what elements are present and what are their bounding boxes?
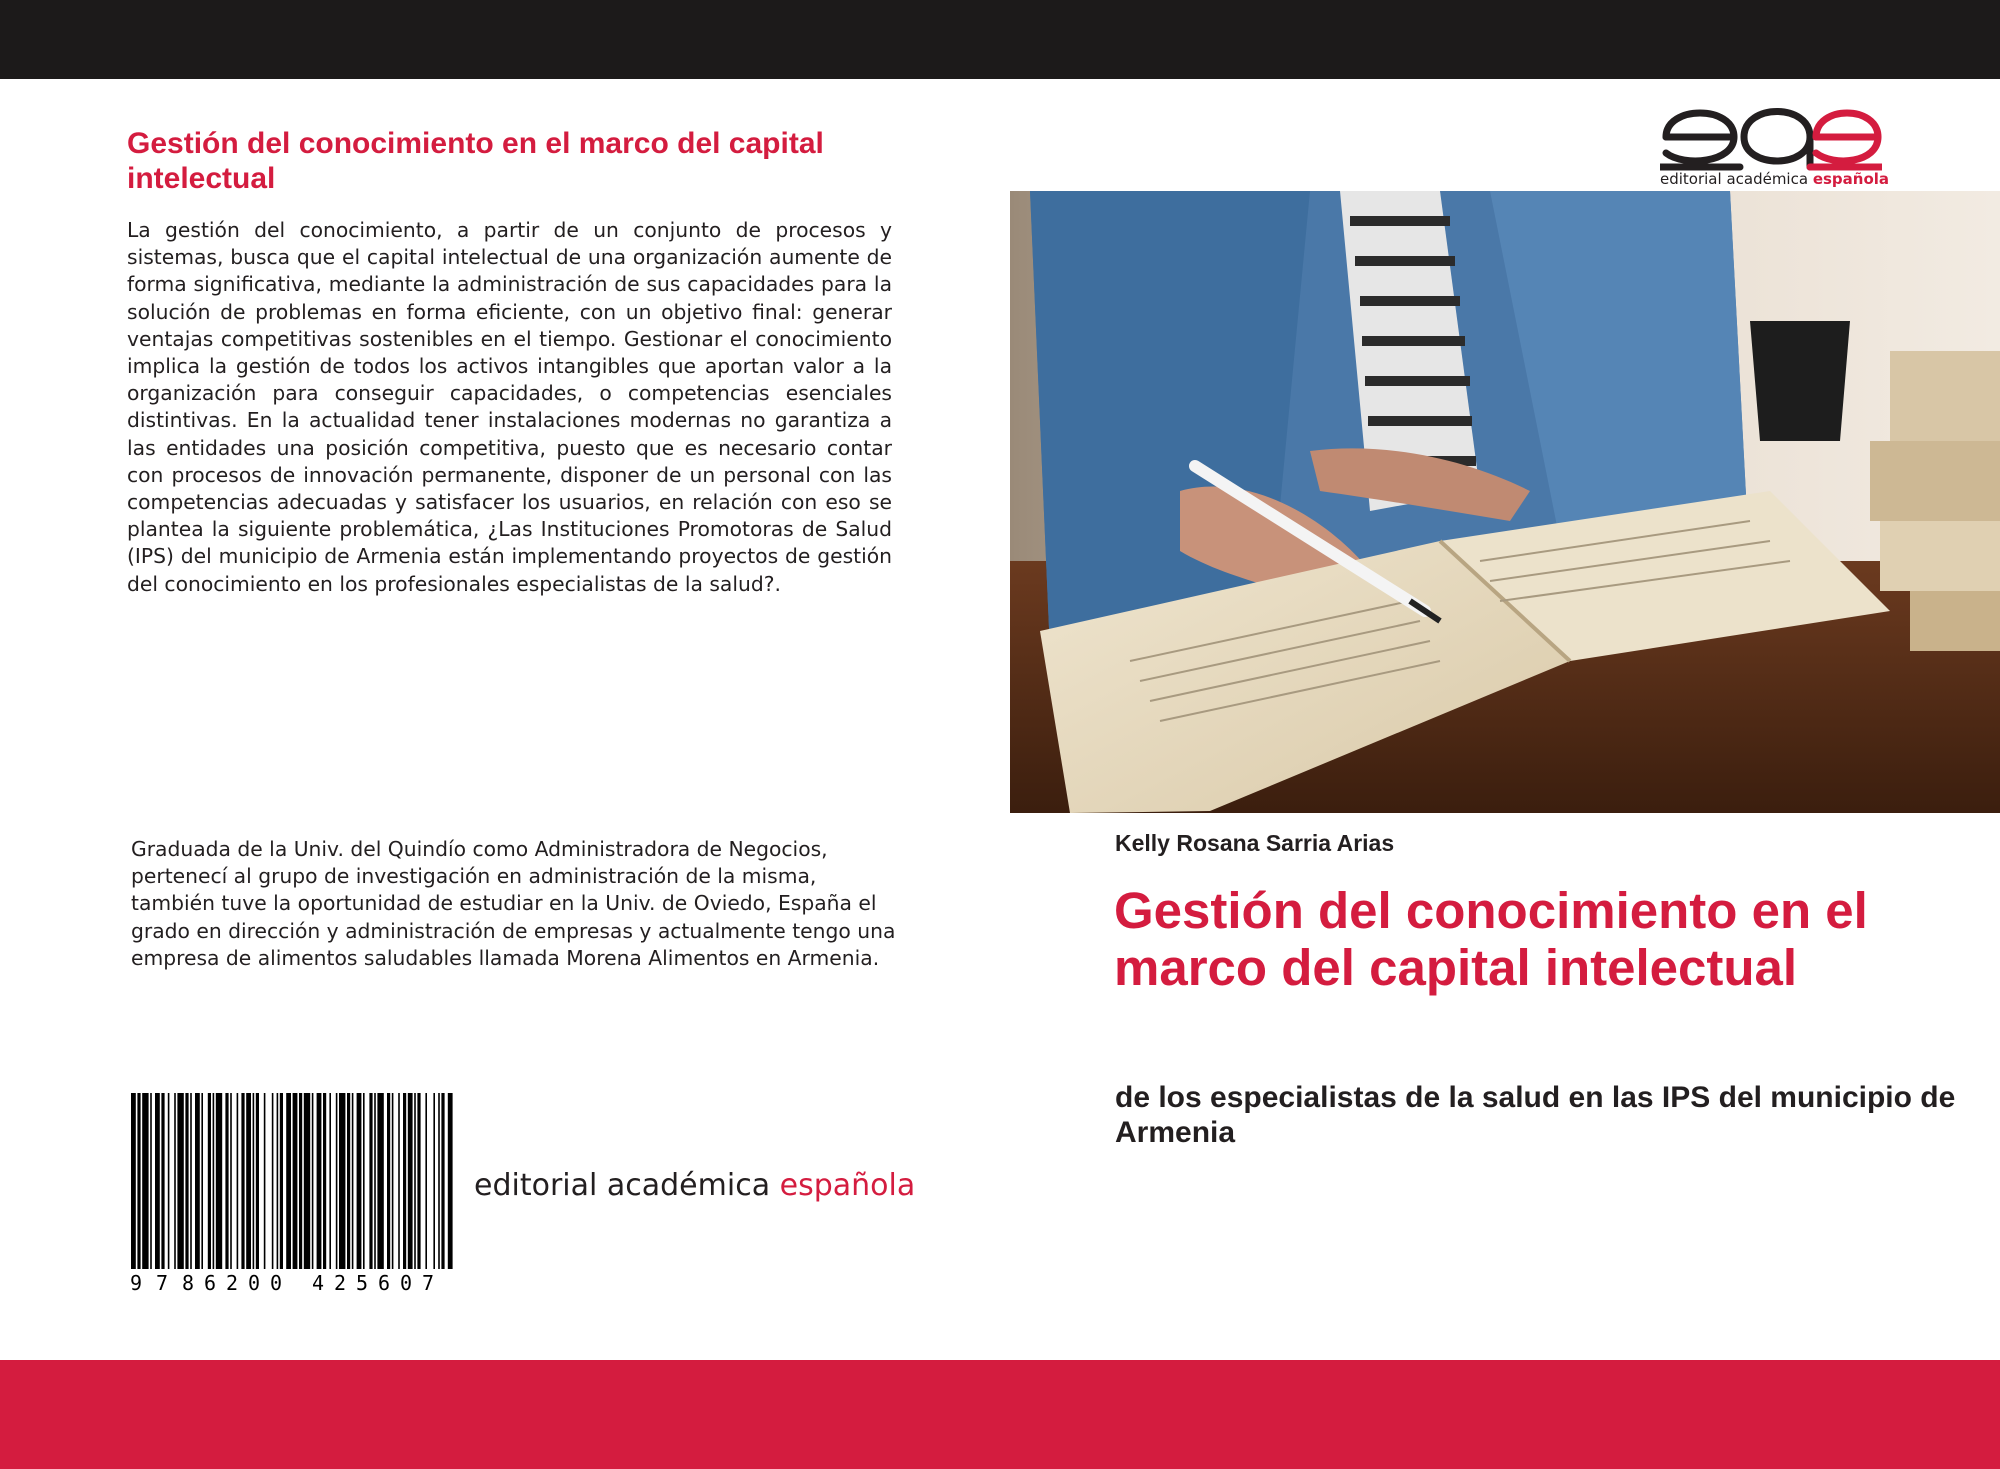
publisher-name-accent: española: [779, 1168, 916, 1203]
publisher-wordmark: [474, 1168, 915, 1203]
svg-text:2: 2: [334, 1271, 347, 1293]
svg-text:0: 0: [400, 1271, 413, 1293]
svg-text:0: 0: [248, 1271, 261, 1293]
svg-text:5: 5: [356, 1271, 369, 1293]
author-biography: Graduada de la Univ. del Quindío como Administradora de Negocios, pertenecí al grupo de investigación en administración de la misma, también tuve la oportunidad de estudiar en la Univ. de Oviedo, España el grado en dirección y administración de empresas y actualmente tengo una empresa de alimentos saludables llamada Morena Alimentos en Armenia.: [131, 837, 896, 970]
top-band: [0, 0, 2000, 79]
svg-text:9: 9: [130, 1271, 143, 1293]
publisher-name: editorial académica: [474, 1168, 771, 1203]
svg-text:7: 7: [156, 1271, 169, 1293]
bottom-band: [0, 1360, 2000, 1469]
author-name: Kelly Rosana Sarria Arias: [1115, 830, 1395, 856]
front-cover-subtitle: de los especialistas de la salud en las IPS del municipio de Armenia: [1115, 1081, 1956, 1149]
svg-text:4: 4: [312, 1271, 325, 1293]
svg-text:6: 6: [204, 1271, 217, 1293]
back-cover-title: Gestión del conocimiento en el marco del capital intelectual: [127, 127, 824, 195]
svg-text:8: 8: [182, 1271, 195, 1293]
svg-text:2: 2: [226, 1271, 239, 1293]
logo-caption-name: editorial académica: [1660, 170, 1809, 188]
svg-text:0: 0: [270, 1271, 283, 1293]
logo-caption-accent: española: [1812, 170, 1890, 188]
logo-caption: [1660, 170, 1890, 188]
cover-photo: [1010, 191, 2000, 813]
svg-text:7: 7: [422, 1271, 435, 1293]
isbn-barcode: [127, 1093, 457, 1293]
svg-text:6: 6: [378, 1271, 391, 1293]
front-cover-title: Gestión del conocimiento en el marco del capital intelectual: [1114, 882, 1868, 996]
back-cover-blurb: La gestión del conocimiento, a partir de un conjunto de procesos y sistemas, busca que el capital intelectual de una organización aumente de forma significativa, mediante la administración de sus capacidades para la solución de problemas en forma eficiente, con un objetivo final: generar ventajas competitivas sostenibles en el tiempo. Gestionar el conocimiento implica la gestión de todos los activos intangibles que aportan valor a la organización para conseguir capacidades, o competencias esenciales distintivas. En la actualidad tener instalaciones modernas no garantiza a las entidades una posición competitiva, puesto que es necesario contar con procesos de innovación permanente, disponer de un personal con las competencias adecuadas y satisfacer los usuarios, en relación con eso se plantea la siguiente problemática, ¿Las Instituciones Promotoras de Salud (IPS) del municipio de Armenia están implementando proyectos de gestión del conocimiento en los profesionales especialistas de la salud?.: [127, 218, 892, 596]
